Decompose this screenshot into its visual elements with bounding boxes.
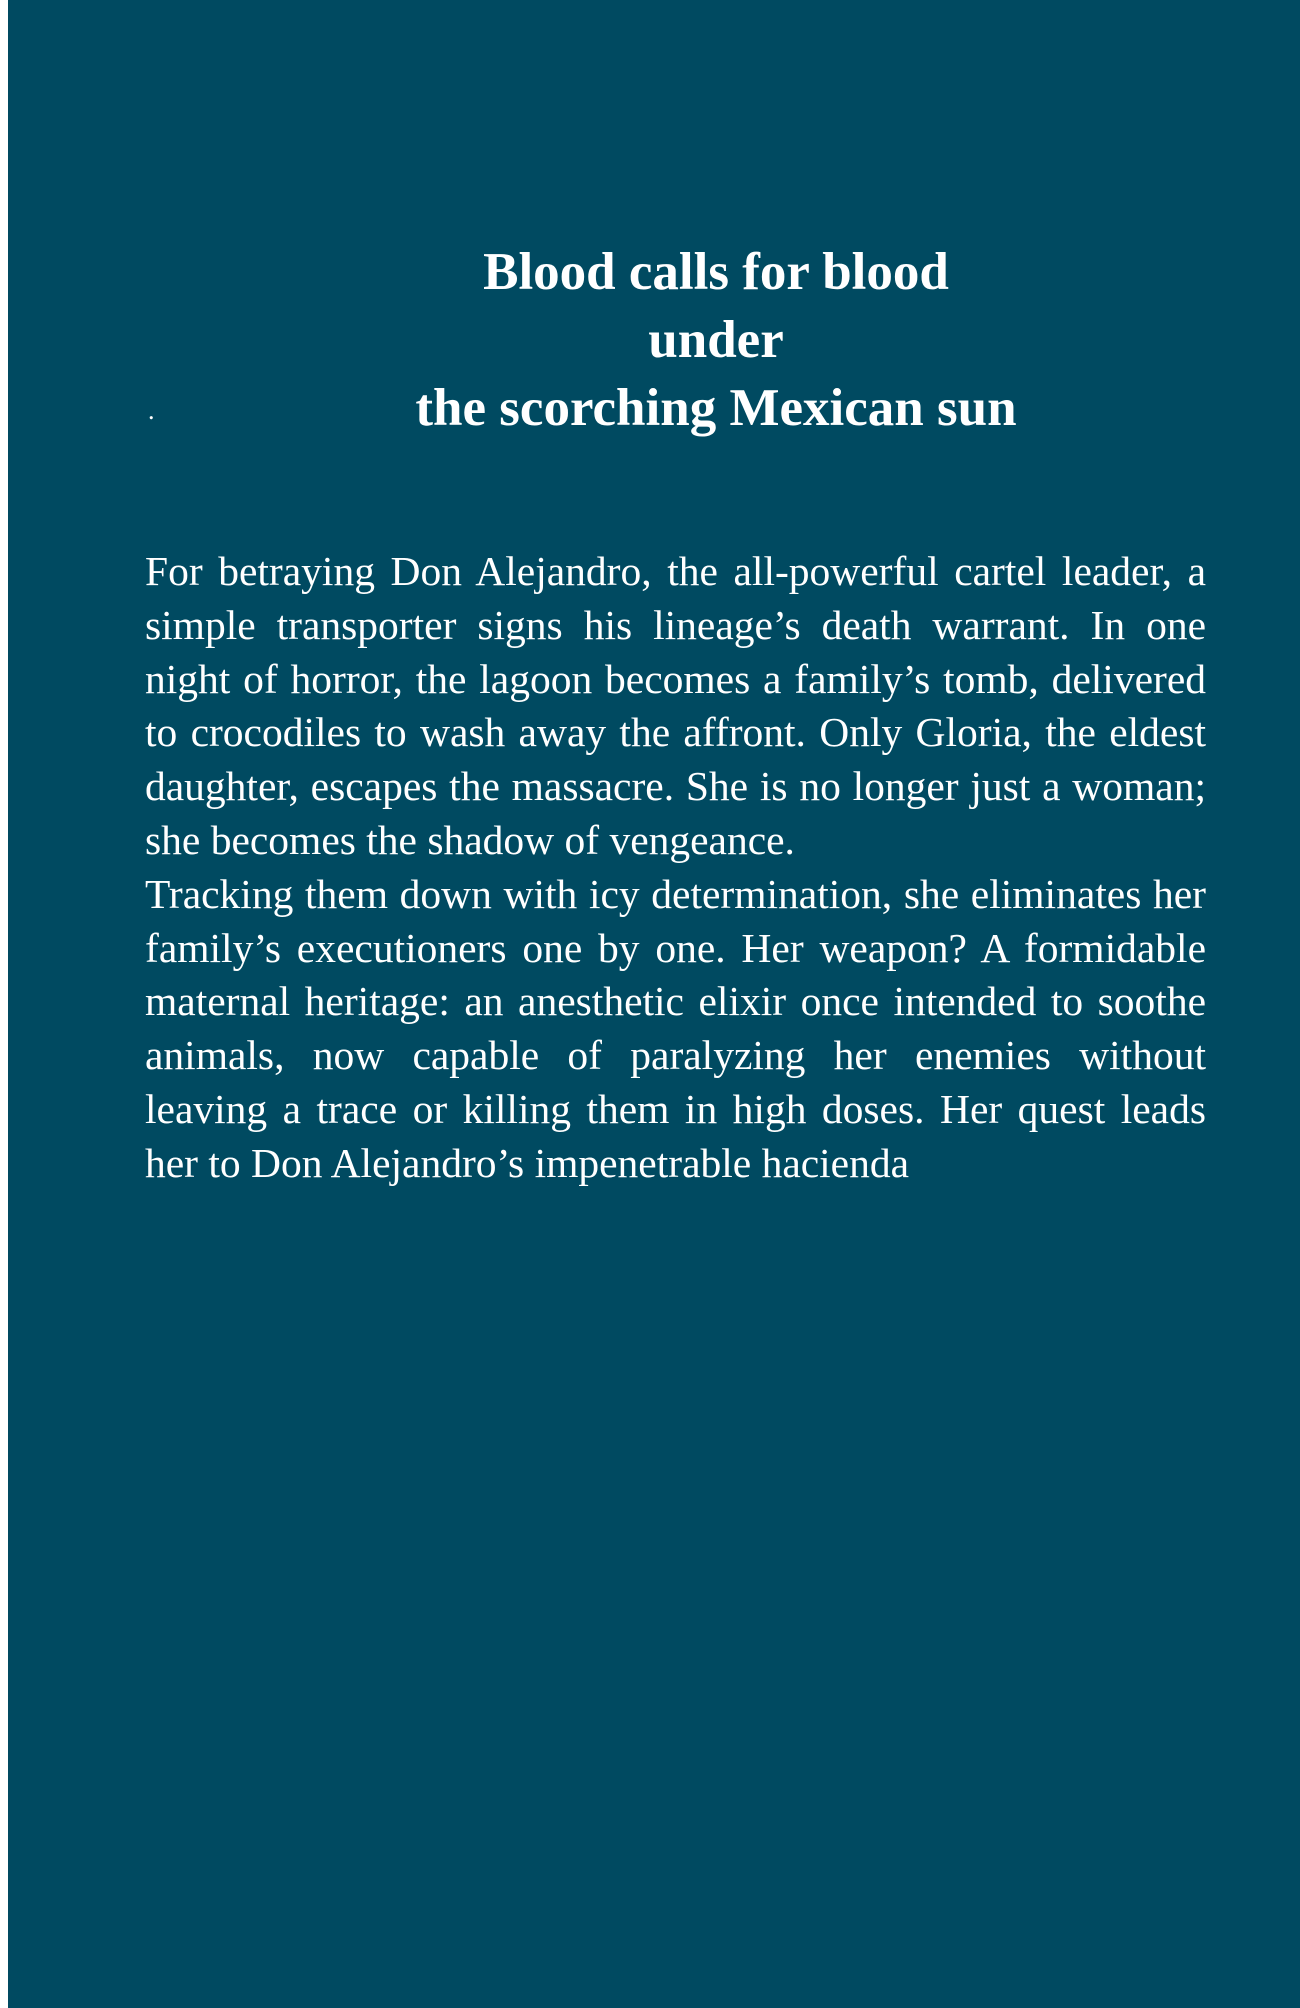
stray-dot: .	[148, 396, 155, 425]
back-cover	[8, 0, 1300, 2008]
back-cover-blurb	[145, 545, 1206, 1191]
title-line-2: under	[648, 311, 784, 369]
cover-title	[8, 238, 1300, 442]
blurb-paragraph-1: For betraying Don Alejandro, the all-powerful cartel leader, a simple transporter signs his lineage’s death warrant. In one night of horror, the lagoon becomes a family’s tomb, delivered to crocodiles to wash away the affront. Only Gloria, the eldest daughter, escapes the massacre. She is no longer just a woman; she becomes the shadow of vengeance.	[145, 548, 1206, 863]
blurb-paragraph-2: Tracking them down with icy determination, she eliminates her family’s executioners one by one. Her weapon? A formidable maternal heritage: an anesthetic elixir once intended to soothe animals, now capable of paralyzing her enemies without leaving a trace or killing them in high doses. Her quest leads her to Don Alejandro’s impenetrable hacienda	[145, 870, 1206, 1186]
title-line-1: Blood calls for blood	[483, 243, 949, 301]
title-line-3: the scorching Mexican sun	[415, 379, 1017, 437]
